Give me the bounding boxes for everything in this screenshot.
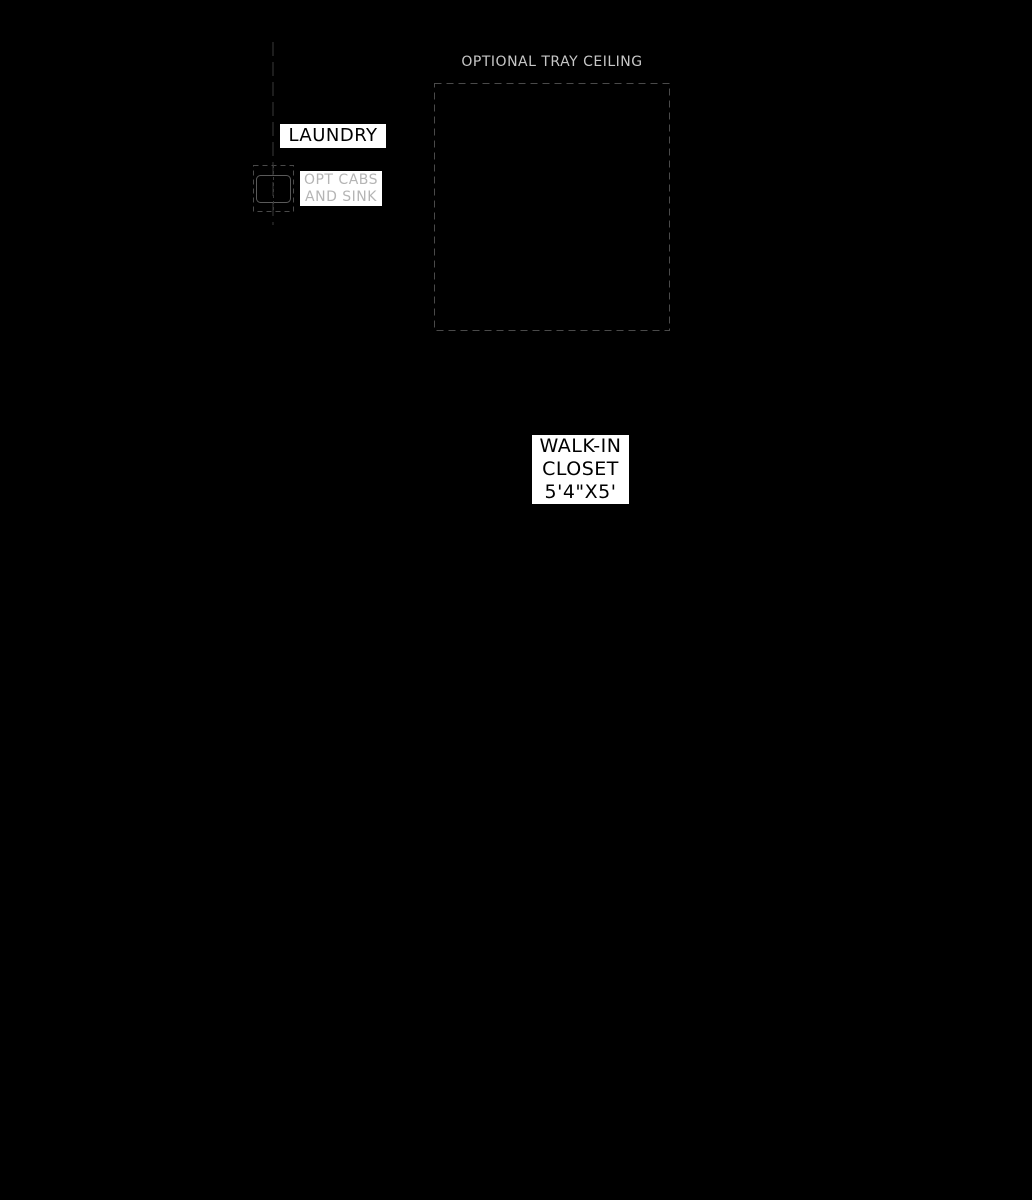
closet-label-line: CLOSET xyxy=(542,458,619,480)
laundry-room-label: LAUNDRY xyxy=(280,124,386,148)
tray-ceiling-label: OPTIONAL TRAY CEILING xyxy=(461,54,643,70)
opt-cabs-sink-label xyxy=(300,171,382,206)
closet-dimensions: 5'4"X5' xyxy=(544,481,617,503)
walk-in-closet-label xyxy=(532,435,629,504)
closet-label-line: WALK-IN xyxy=(539,435,622,457)
opt-cabs-label-line: AND SINK xyxy=(305,189,377,205)
opt-cabs-label-line: OPT CABS xyxy=(303,172,379,188)
